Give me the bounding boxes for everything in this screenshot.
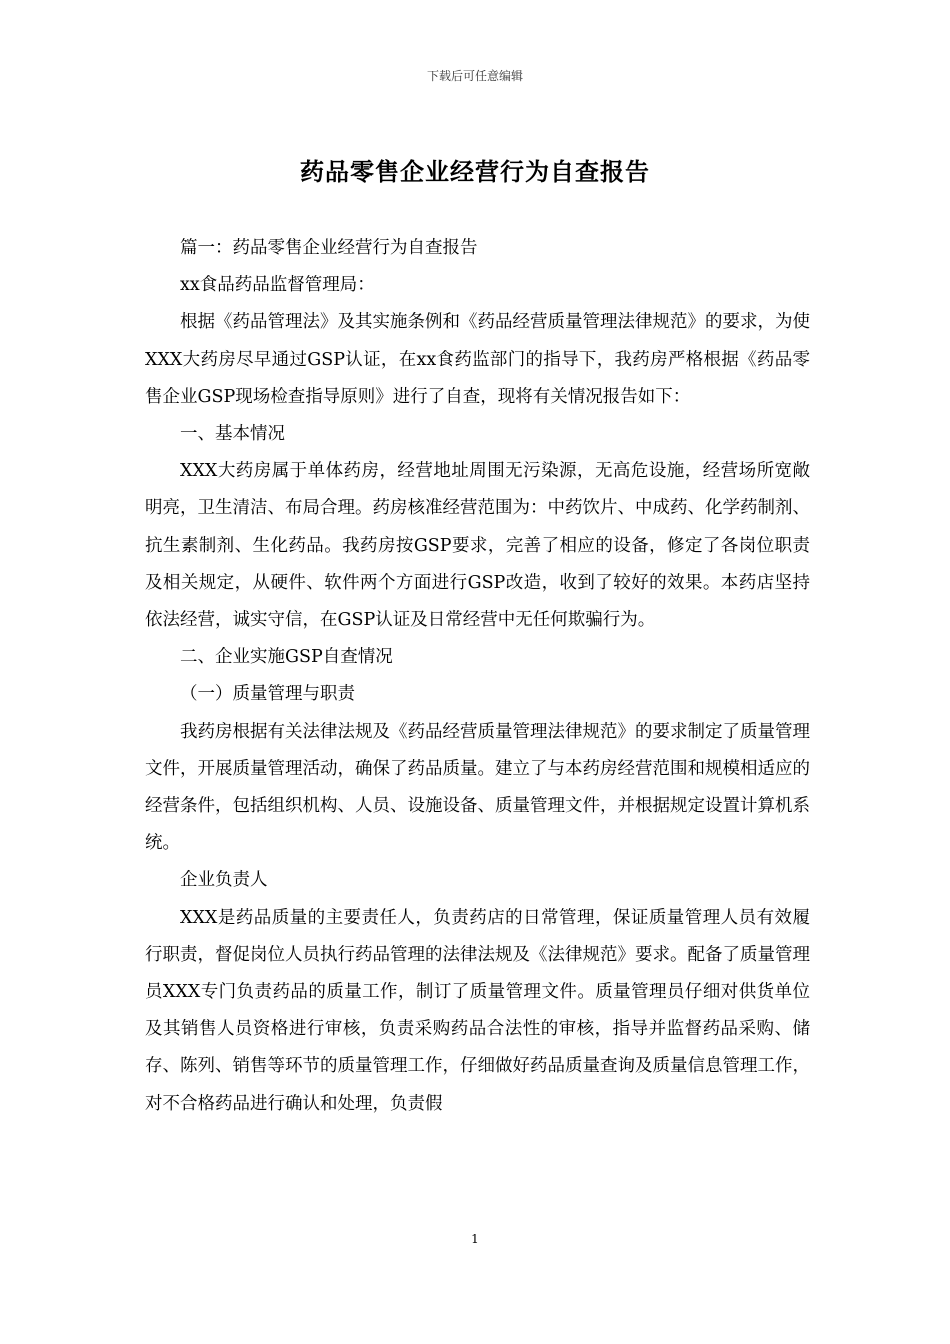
paragraph-intro: 根据《药品管理法》及其实施条例和《药品经营质量管理法律规范》的要求，为使XXX大药房尽早通过GSP认证，在xx食药监部门的指导下，我药房严格根据《药品零售企业GSP现场检查指导原则》进行了自查，现将有关情况报告如下： xyxy=(145,312,810,407)
paragraph-section-heading: 篇一：药品零售企业经营行为自查报告 xyxy=(180,238,478,258)
subheading-quality-management: （一）质量管理与职责 xyxy=(180,684,355,705)
paragraph-quality-management: 我药房根据有关法律法规及《药品经营质量管理法律规范》的要求制定了质量管理文件，开展质量管理活动，确保了药品质量。建立了与本药房经营范围和规模相适应的经营条件，包括组织机构、人员、设施设备、质量管理文件，并根据规定设置计算机系统。 xyxy=(145,721,810,854)
paragraph-basic-situation: XXX大药房属于单体药房，经营地址周围无污染源，无高危设施，经营场所宽敞明亮，卫生清洁、布局合理。药房核准经营范围为：中药饮片、中成药、化学药制剂、抗生素制剂、生化药品。我药房按GSP要求，完善了相应的设备，修定了各岗位职责及相关规定，从硬件、软件两个方面进行GSP改造，收到了较好的效果。本药店坚持依法经营，诚实守信，在GSP认证及日常经营中无任何欺骗行为。 xyxy=(145,461,810,631)
page-number: 1 xyxy=(471,1232,479,1246)
page-header-note: 下载后可任意编辑 xyxy=(426,69,523,83)
heading-basic-situation: 一、基本情况 xyxy=(180,424,285,445)
document-body xyxy=(145,230,810,1123)
paragraph-enterprise-head: XXX是药品质量的主要责任人，负责药店的日常管理，保证质量管理人员有效履行职责，督促岗位人员执行药品管理的法律法规及《法律规范》要求。配备了质量管理员XXX专门负责药品的质量工作，制订了质量管理文件。质量管理员仔细对供货单位及其销售人员资格进行审核，负责采购药品合法性的审核，指导并监督药品采购、储存、陈列、销售等环节的质量管理工作，仔细做好药品质量查询及质量信息管理工作，对不合格药品进行确认和处理，负责假 xyxy=(145,907,810,1114)
heading-gsp-self-inspection: 二、企业实施GSP自查情况 xyxy=(180,647,393,668)
document-title: 药品零售企业经营行为自查报告 xyxy=(300,157,650,186)
subheading-enterprise-head: 企业负责人 xyxy=(180,870,268,891)
paragraph-addressee: xx食品药品监督管理局： xyxy=(180,275,375,296)
